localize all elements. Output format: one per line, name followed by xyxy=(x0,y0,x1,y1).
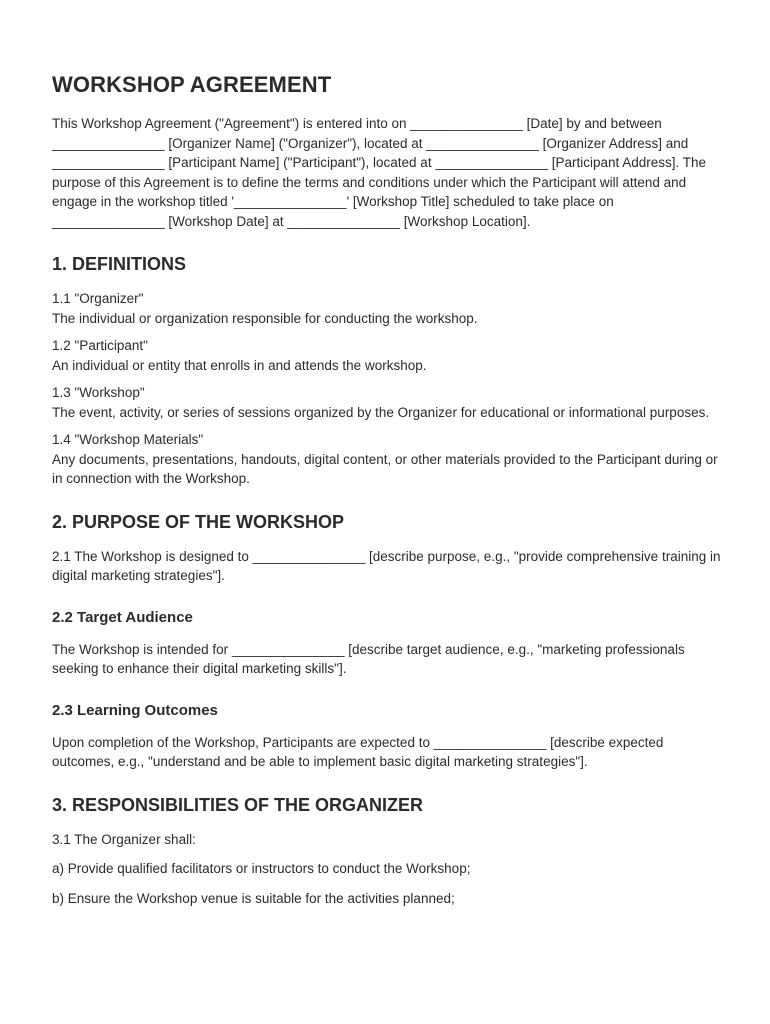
learning-outcomes-heading: 2.3 Learning Outcomes xyxy=(52,701,218,719)
responsibilities-clause-3-1: 3.1 The Organizer shall: xyxy=(52,831,196,847)
definition-workshop xyxy=(52,383,722,422)
intro-paragraph: This Workshop Agreement ("Agreement") is entered into on _______________ [Date] by and between _______________ [Organizer Name] ("Organizer"), located at _______________ [Organizer Address] and _______________ [Participant Name] ("Participant"), located at _______________ [Participant Address]. The purpose of this Agreement is to define the terms and conditions under which the Participant will attend and engage in the workshop titled '_______________' [Workshop Title] scheduled to take place on _______________ [Workshop Date] at _______________ [Workshop Location]. xyxy=(52,116,707,229)
responsibility-item-a: a) Provide qualified facilitators or instructors to conduct the Workshop; xyxy=(52,861,471,876)
document-page xyxy=(52,72,722,918)
definition-term: 1.1 "Organizer" xyxy=(52,291,144,306)
definition-participant xyxy=(52,336,722,375)
target-audience-text: The Workshop is intended for _______________ [describe target audience, e.g., "marketing professionals seeking to enhance their digital marketing skills"]. xyxy=(52,641,685,676)
document-title: WORKSHOP AGREEMENT xyxy=(52,72,332,97)
learning-outcomes-text: Upon completion of the Workshop, Participants are expected to _______________ [describe expected outcomes, e.g., "understand and be able to implement basic digital marketing strategies"]. xyxy=(52,734,664,769)
definition-description: An individual or entity that enrolls in and attends the workshop. xyxy=(52,357,427,373)
definition-term: 1.2 "Participant" xyxy=(52,338,148,353)
purpose-clause-2-1: 2.1 The Workshop is designed to _______________ [describe purpose, e.g., "provide comprehensive training in digital marketing strategies"]. xyxy=(52,548,721,583)
definition-term: 1.3 "Workshop" xyxy=(52,385,145,400)
definition-organizer xyxy=(52,289,722,328)
definition-workshop-materials xyxy=(52,430,722,489)
section-organizer-responsibilities-heading: 3. RESPONSIBILITIES OF THE ORGANIZER xyxy=(52,794,424,815)
definition-description: The event, activity, or series of sessions organized by the Organizer for educational or informational purposes. xyxy=(52,404,710,420)
responsibility-item-b: b) Ensure the Workshop venue is suitable for the activities planned; xyxy=(52,890,455,906)
section-purpose-heading: 2. PURPOSE OF THE WORKSHOP xyxy=(52,511,345,532)
definition-description: Any documents, presentations, handouts, digital content, or other materials provided to the Participant during or in connection with the Workshop. xyxy=(52,451,718,486)
section-definitions-heading: 1. DEFINITIONS xyxy=(52,254,187,274)
target-audience-heading: 2.2 Target Audience xyxy=(52,608,193,626)
definition-term: 1.4 "Workshop Materials" xyxy=(52,432,204,447)
definition-description: The individual or organization responsible for conducting the workshop. xyxy=(52,310,478,326)
